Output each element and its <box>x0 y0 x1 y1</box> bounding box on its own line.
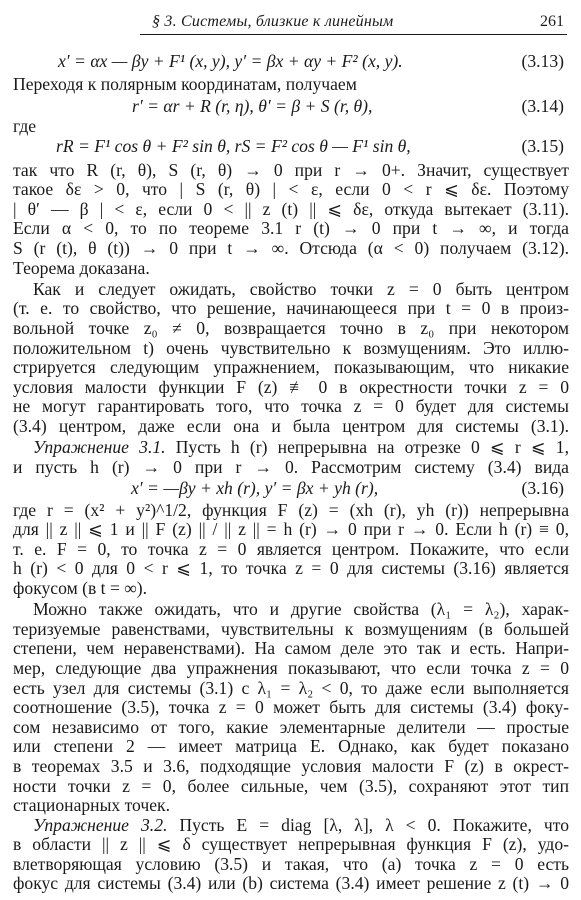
header-rule <box>140 34 567 35</box>
text-line: и пусть h (r) → 0 при r → 0. Рассмотрим систему (3.4) вида <box>13 456 569 477</box>
equation-number: (3.16) <box>521 478 564 499</box>
text-line: в области || z || ⩽ δ существует непрерывная функция F (z), удо- <box>13 834 569 855</box>
text-line: h (r) < 0 для 0 < r ⩽ 1, то точка z = 0 для системы (3.16) является <box>13 558 569 579</box>
exercise-label: Упражнение 3.1. <box>33 437 166 458</box>
equation-formula: x′ = αx — βy + F¹ (x, y), y′ = βx + αy + F² (x, y). <box>58 51 403 71</box>
text-line: такое δε > 0, что | S (r, θ) | < ε, если 0 < r ⩽ δε. Поэтому <box>13 179 569 200</box>
equation-number: (3.15) <box>521 136 564 157</box>
text-line: стрируется следующим упражнением, показывающим, что никакие <box>13 357 569 378</box>
text-line: есть узел для системы (3.1) с λ₁ = λ₂ < 0, то даже если выполняется <box>13 677 569 698</box>
text-line: мер, следующие два упражнения показывают, что если точка z = 0 <box>13 658 569 678</box>
text-line: фокус для системы (3.4) или (b) система (3.4) имеет решение z (t) → 0 <box>13 873 569 894</box>
text-line: степени, чем неравенствами). На самом деле это так и есть. Напри- <box>13 638 569 659</box>
text-line: влетворяющая условию (3.5) и такая, что (a) точка z = 0 есть <box>13 853 569 874</box>
exercise-text: Пусть E = diag [λ, λ], λ < 0. Покажите, что <box>167 814 569 835</box>
text-line: где r = (x² + y²)^1/2, функция F (z) = (xh (r), yh (r)) непрерывна <box>13 499 569 520</box>
text-line: Можно также ожидать, что и другие свойства (λ₁ = λ₂), харак- <box>33 599 569 620</box>
text-line: для || z || ⩽ 1 и || F (z) || / || z || = h (r) → 0 при r → 0. Если h (r) ≡ 0, <box>13 519 569 540</box>
text-line: или степени 2 — имеет матрица E. Однако, как будет показано <box>13 736 569 757</box>
equation-number: (3.14) <box>521 96 564 117</box>
running-header <box>0 0 581 36</box>
text-line: сом независимо от того, какие элементарные делители — простые <box>13 716 569 737</box>
text-line: вольной точке z₀ ≠ 0, возвращается точно в z₀ при некотором <box>13 318 569 338</box>
text-line: условия малости функции F (z) ≢ 0 в окрестности точки z = 0 <box>13 376 569 397</box>
text-line: S (r (t), θ (t)) → 0 при t → ∞. Отсюда (α < 0) получаем (3.12). <box>13 237 569 258</box>
text-line: положительном t) очень чувствительно к возмущениям. Это иллю- <box>13 337 569 358</box>
text-line: ности точки z = 0, более сильные, чем (3.5), сохраняют этот тип <box>13 775 569 796</box>
text-line: не могут гарантировать того, что точка z = 0 будет для системы <box>13 396 569 417</box>
text-line: соотношение (3.5), точка z = 0 может быть для системы (3.4) фоку- <box>13 697 569 718</box>
text-line: Теорема доказана. <box>13 257 150 278</box>
exercise-label: Упражнение 3.2. <box>33 814 168 835</box>
equation-number: (3.13) <box>521 51 564 71</box>
text-line: (т. е. то свойство, что решение, начинающееся при t = 0 в произ- <box>13 298 569 319</box>
text-line: так что R (r, θ), S (r, θ) → 0 при r → 0+. Значит, существует <box>13 159 569 180</box>
text-line: где <box>13 116 37 136</box>
text-line: теризуемые равенствами, чувствительны к возмущениям (в большей <box>13 618 569 639</box>
text-line: (3.4) центром, даже если она и была центром для системы (3.1). <box>13 415 569 436</box>
text-line: Если α < 0, то по теореме 3.1 r (t) → 0 при t → ∞, и тогда <box>13 218 569 239</box>
text-line: | θ′ — β | < ε, если 0 < || z (t) || ⩽ δε, откуда вытекает (3.11). <box>13 198 569 219</box>
text-line: стационарных точек. <box>13 795 171 816</box>
text-line: фокусом (в t = ∞). <box>13 577 148 598</box>
text-line: т. е. F = 0, то точка z = 0 является центром. Покажите, что если <box>13 538 569 559</box>
text-line: в теоремах 3.5 и 3.6, подходящие условия малости F (z) в окрест- <box>13 755 569 776</box>
equation-formula: rR = F¹ cos θ + F² sin θ, rS = F² cos θ — F¹ sin θ, <box>56 136 411 157</box>
exercise-text: Пусть h (r) непрерывна на отрезке 0 ⩽ r ⩽ 1, <box>165 437 569 458</box>
section-title: § 3. Системы, близкие к линейным <box>152 13 394 30</box>
equation-formula: r′ = αr + R (r, η), θ′ = β + S (r, θ), <box>132 96 373 117</box>
equation-formula: x′ = —βy + xh (r), y′ = βx + yh (r), <box>131 478 379 499</box>
text-line: Переходя к полярным координатам, получаем <box>13 74 357 95</box>
text-line: Как и следует ожидать, свойство точки z = 0 быть центром <box>33 278 569 299</box>
page-number: 261 <box>540 13 564 30</box>
